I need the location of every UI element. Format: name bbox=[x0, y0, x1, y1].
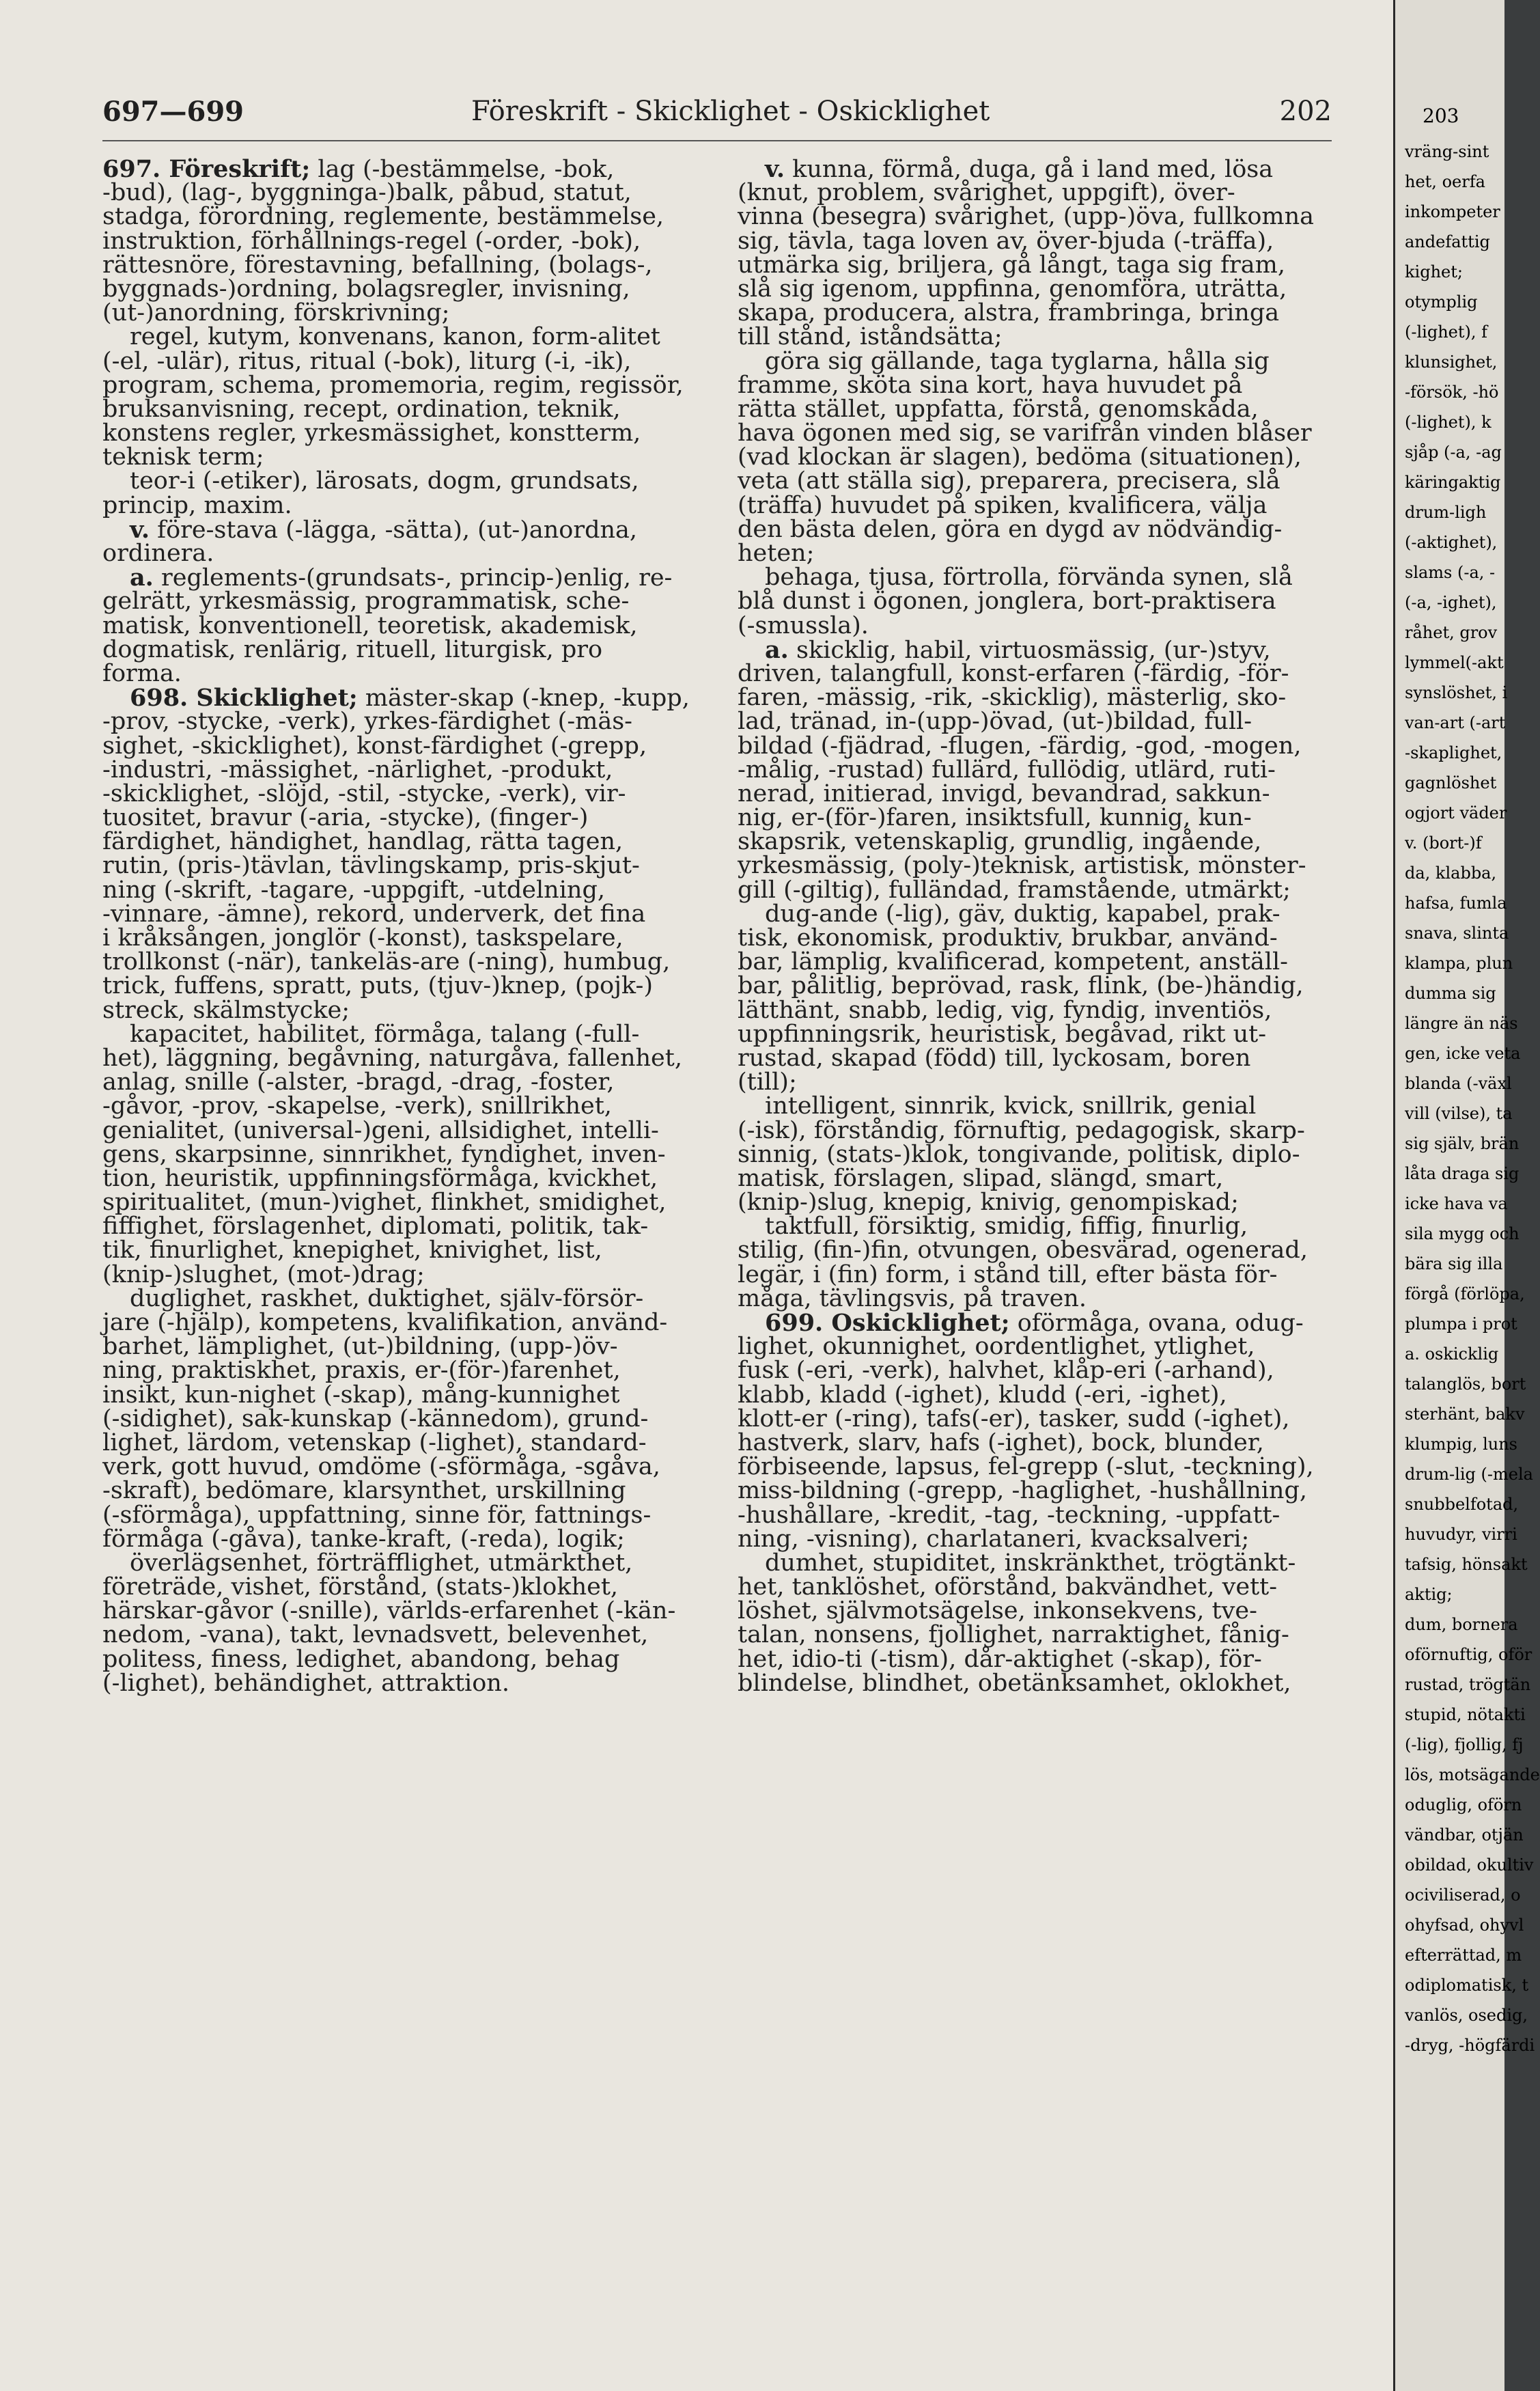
text-line: förbiseende, lapsus, fel-grepp (-slut, -teckning), bbox=[738, 1453, 1314, 1481]
text-line: spiritualitet, (mun-)vighet, flinkhet, smidighet, bbox=[102, 1189, 667, 1217]
text-line: jare (-hjälp), kompetens, kvalifikation, använd- bbox=[102, 1309, 668, 1336]
text-line: legär, i (fin) form, i stånd till, efter bästa för- bbox=[738, 1260, 1278, 1288]
text-line: trick, fuffens, spratt, puts, (tjuv-)knep, (pojk-) bbox=[102, 972, 653, 1000]
text-line: rättesnöre, förestavning, befallning, (bolags-, bbox=[102, 251, 653, 279]
text-line: talan, nonsens, fjollighet, narraktighet, fånig- bbox=[738, 1621, 1289, 1649]
headword: a. bbox=[130, 564, 154, 592]
headword: a. bbox=[765, 635, 789, 664]
text-line: -bud), (lag-, byggninga-)balk, påbud, statut, bbox=[102, 179, 632, 207]
line-text: mäster-skap (-knep, -kupp, bbox=[357, 685, 690, 713]
text-line bbox=[738, 157, 1339, 181]
next-page-fragment: -dryg, -högfärdi bbox=[1405, 2036, 1535, 2055]
text-line: driven, talangfull, konst-erfaren (-färdig, -för- bbox=[738, 659, 1289, 687]
next-page-fragment: icke hava va bbox=[1405, 1194, 1508, 1213]
next-page-fragment: -skaplighet, bbox=[1405, 743, 1502, 762]
next-page-fragment: het, oerfa bbox=[1405, 172, 1485, 191]
text-line: faren, -mässig, -rik, -skicklig), mästerlig, sko- bbox=[738, 684, 1287, 712]
text-line: rustad, skapad (född) till, lyckosam, boren bbox=[738, 1044, 1251, 1072]
text-line: sighet, -skicklighet), konst-färdighet (-grepp, bbox=[102, 732, 647, 760]
next-page-fragment: van-art (-art bbox=[1405, 713, 1506, 732]
text-line: blindelse, blindhet, obetänksamhet, oklokhet, bbox=[738, 1669, 1291, 1697]
next-page-fragment: (-lighet), k bbox=[1405, 413, 1492, 432]
text-line: slå sig igenom, uppfinna, genomföra, uträtta, bbox=[738, 275, 1287, 303]
text-line: fiffighet, förslagenhet, diplomati, politik, tak- bbox=[102, 1213, 649, 1241]
text-line: måga, tävlingsvis, på traven. bbox=[738, 1284, 1087, 1312]
text-line bbox=[102, 157, 703, 181]
text-line: (träffa) huvudet på spiken, kvalificera, välja bbox=[738, 491, 1268, 519]
text-line: utmärka sig, briljera, gå långt, taga sig fram, bbox=[738, 251, 1285, 279]
text-line: verk, gott huvud, omdöme (-sförmåga, -sgåva, bbox=[102, 1453, 660, 1481]
text-line: miss-bildning (-grepp, -haglighet, -hushållning, bbox=[738, 1477, 1308, 1505]
text-line: instruktion, förhållnings-regel (-order, -bok), bbox=[102, 227, 641, 255]
text-line: löshet, självmotsägelse, inkonsekvens, tve- bbox=[738, 1597, 1257, 1625]
text-line: -skicklighet, -slöjd, -stil, -stycke, -verk), vir- bbox=[102, 779, 626, 807]
text-line: het, tanklöshet, oförstånd, bakvändhet, vett- bbox=[738, 1573, 1278, 1601]
text-line: lad, tränad, in-(upp-)övad, (ut-)bildad, full- bbox=[738, 708, 1252, 736]
text-line: barhet, lämplighet, (ut-)bildning, (upp-)öv- bbox=[102, 1333, 618, 1361]
text-line: trollkonst (-när), tankeläs-are (-ning), humbug, bbox=[102, 948, 671, 976]
next-page-fragment: låta draga sig bbox=[1405, 1164, 1520, 1183]
text-line: stadga, förordning, reglemente, bestämmelse, bbox=[102, 203, 664, 231]
text-line: teor-i (-etiker), lärosats, dogm, grundsats, bbox=[130, 467, 639, 495]
text-line: gill (-giltig), fulländad, framstående, utmärkt; bbox=[738, 876, 1291, 904]
text-line: klott-er (-ring), tafs(-er), tasker, sudd (-ighet), bbox=[738, 1405, 1290, 1433]
line-text: skicklig, habil, virtuosmässig, (ur-)styv, bbox=[788, 636, 1271, 664]
text-line: rutin, (pris-)tävlan, tävlingskamp, pris-skjut- bbox=[102, 852, 640, 880]
text-line: ning, praktiskhet, praxis, er-(för-)farenhet, bbox=[102, 1357, 621, 1385]
text-line: lighet, okunnighet, oordentlighet, ytlighet, bbox=[738, 1333, 1255, 1361]
text-line: nerad, initierad, invigd, bevandrad, sakkun- bbox=[738, 779, 1270, 807]
text-line: (-el, -ulär), ritus, ritual (-bok), liturg (-i, -ik), bbox=[102, 347, 632, 375]
next-page-fragment: vändbar, otjän bbox=[1405, 1825, 1524, 1844]
next-page-fragment: huvudyr, virri bbox=[1405, 1525, 1517, 1544]
next-page-fragment: drum-ligh bbox=[1405, 503, 1487, 522]
next-page-fragment: synslöshet, i bbox=[1405, 683, 1508, 702]
text-line: anlag, snille (-alster, -bragd, -drag, -foster, bbox=[102, 1068, 615, 1096]
next-page-fragment: klunsighet, bbox=[1405, 353, 1498, 372]
line-text: kunna, förmå, duga, gå i land med, lösa bbox=[785, 156, 1274, 183]
text-line bbox=[102, 684, 703, 713]
text-line: klabb, kladd (-ighet), kludd (-eri, -ighet), bbox=[738, 1381, 1227, 1409]
next-page-fragment: tafsig, hönsakt bbox=[1405, 1555, 1528, 1574]
next-page-fragment: stupid, nötakti bbox=[1405, 1705, 1526, 1724]
running-head bbox=[102, 96, 1332, 137]
text-line: lätthänt, snabb, ledig, vig, fyndig, inventiös, bbox=[738, 996, 1272, 1024]
text-line: princip, maxim. bbox=[102, 491, 292, 519]
text-line: insikt, kun-nighet (-skap), mång-kunnighet bbox=[102, 1381, 620, 1409]
next-page-fragment: sterhänt, bakv bbox=[1405, 1405, 1525, 1424]
right-column bbox=[738, 157, 1339, 1696]
line-text: före-stava (-lägga, -sätta), (ut-)anordna, bbox=[150, 516, 638, 544]
headword: 697. Föreskrift; bbox=[102, 155, 311, 183]
next-page-fragment: ohyfsad, ohyvl bbox=[1405, 1916, 1524, 1935]
next-page-fragment: a. oskicklig bbox=[1405, 1344, 1499, 1364]
text-line: -skraft), bedömare, klarsynthet, urskillning bbox=[102, 1477, 626, 1505]
text-line: -industri, -mässighet, -närlighet, -produkt, bbox=[102, 756, 613, 784]
next-page-fragment: ogjort väder bbox=[1405, 803, 1507, 823]
text-line: behaga, tjusa, förtrolla, förvända synen, slå bbox=[765, 564, 1293, 592]
text-line: gelrätt, yrkesmässig, programmatisk, sche- bbox=[102, 588, 630, 616]
text-line: lighet, lärdom, vetenskap (-lighet), standard- bbox=[102, 1428, 647, 1456]
text-line: hava ögonen med sig, se varifrån vinden blåser bbox=[738, 419, 1312, 447]
text-line: het), läggning, begåvning, naturgåva, fallenhet, bbox=[102, 1044, 682, 1072]
next-page-fragment: blanda (-växl bbox=[1405, 1074, 1512, 1093]
next-page-fragment: odiplomatisk, t bbox=[1405, 1976, 1529, 1995]
next-page-fragment: dumma sig bbox=[1405, 984, 1496, 1003]
text-line: den bästa delen, göra en dygd av nödvändig- bbox=[738, 515, 1283, 543]
text-line: (ut-)anordning, förskrivning; bbox=[102, 299, 450, 327]
page-number: 202 bbox=[1279, 96, 1332, 127]
text-line bbox=[738, 1311, 1339, 1335]
text-line: (vad klockan är slagen), bedöma (situationen), bbox=[738, 443, 1302, 471]
next-page-fragment: lymmel(-akt bbox=[1405, 653, 1504, 672]
text-line bbox=[738, 635, 1339, 664]
next-page-fragment: sjåp (-a, -ag bbox=[1405, 443, 1502, 462]
next-page-fragment: sila mygg och bbox=[1405, 1224, 1520, 1243]
next-page-fragment: plumpa i prot bbox=[1405, 1314, 1517, 1333]
text-line: heten; bbox=[738, 540, 815, 567]
text-line: program, schema, promemoria, regim, regissör, bbox=[102, 371, 684, 399]
text-line: bildad (-fjädrad, -flugen, -färdig, -god, -mogen, bbox=[738, 732, 1302, 760]
text-line: het, idio-ti (-tism), dår-aktighet (-skap), för- bbox=[738, 1645, 1262, 1673]
next-page-fragments bbox=[1395, 137, 1540, 2060]
next-page-fragment: vill (vilse), ta bbox=[1405, 1104, 1513, 1123]
next-page-fragment: lös, motsägande bbox=[1405, 1765, 1540, 1784]
next-page-edge bbox=[1393, 0, 1540, 2391]
headword: v. bbox=[130, 515, 150, 544]
text-line: till stånd, iståndsätta; bbox=[738, 323, 1003, 351]
text-line: dogmatisk, renlärig, rituell, liturgisk, pro bbox=[102, 635, 603, 663]
next-page-fragment: efterrättad, m bbox=[1405, 1946, 1522, 1965]
text-line: skapsrik, vetenskaplig, grundlig, ingående, bbox=[738, 828, 1262, 856]
text-line: tik, finurlighet, knepighet, knivighet, list, bbox=[102, 1236, 602, 1264]
next-page-fragment: -försök, -hö bbox=[1405, 383, 1499, 402]
next-page-fragment: rustad, trögtän bbox=[1405, 1675, 1531, 1694]
text-line: göra sig gällande, taga tyglarna, hålla sig bbox=[765, 347, 1270, 375]
text-line: dug-ande (-lig), gäv, duktig, kapabel, prak- bbox=[765, 900, 1280, 928]
next-page-fragment: v. (bort-)f bbox=[1405, 833, 1482, 853]
text-line: (-sförmåga), uppfattning, sinne för, fattnings- bbox=[102, 1501, 652, 1529]
next-page-fragment: sig själv, brän bbox=[1405, 1134, 1520, 1153]
text-line: gens, skarpsinne, sinnrikhet, fyndighet, inven- bbox=[102, 1140, 666, 1168]
text-line: stilig, (fin-)fin, otvungen, obesvärad, ogenerad, bbox=[738, 1236, 1308, 1264]
text-line: vinna (besegra) svårighet, (upp-)öva, fullkomna bbox=[738, 203, 1314, 231]
text-line: färdighet, händighet, handlag, rätta tagen, bbox=[102, 828, 624, 856]
text-line: -gåvor, -prov, -skapelse, -verk), snillrikhet, bbox=[102, 1092, 612, 1120]
text-line bbox=[102, 566, 703, 590]
headword: 698. Skicklighet; bbox=[130, 684, 358, 713]
text-line: intelligent, sinnrik, kvick, snillrik, genial bbox=[765, 1092, 1257, 1120]
text-line: -vinnare, -ämne), rekord, underverk, det fina bbox=[102, 900, 646, 928]
text-line: teknisk term; bbox=[102, 443, 264, 471]
text-line: blå dunst i ögonen, jonglera, bort-praktisera bbox=[738, 588, 1276, 616]
next-page-fragment: ociviliserad, o bbox=[1405, 1885, 1521, 1905]
next-page-fragment: (-a, -ighet), bbox=[1405, 593, 1497, 612]
next-page-fragment: otymplig bbox=[1405, 292, 1478, 312]
text-line: duglighet, raskhet, duktighet, själv-försör- bbox=[130, 1284, 644, 1312]
text-line: regel, kutym, konvenans, kanon, form-alitet bbox=[130, 323, 660, 351]
text-line: genialitet, (universal-)geni, allsidighet, intelli- bbox=[102, 1116, 659, 1144]
next-page-fragment: vräng-sint bbox=[1405, 142, 1489, 161]
next-page-fragment: käringaktig bbox=[1405, 473, 1501, 492]
text-line: framme, sköta sina kort, hava huvudet på bbox=[738, 371, 1243, 399]
next-page-fragment: andefattig bbox=[1405, 232, 1490, 251]
next-page-fragment: längre än näs bbox=[1405, 1014, 1518, 1033]
next-page-fragment: talanglös, bort bbox=[1405, 1374, 1526, 1394]
next-page-fragment: vanlös, osedig, bbox=[1405, 2006, 1528, 2025]
text-line: kapacitet, habilitet, förmåga, talang (-full- bbox=[130, 1020, 640, 1048]
text-line: (knut, problem, svårighet, uppgift), över- bbox=[738, 179, 1235, 207]
text-line: (knip-)slughet, (mot-)drag; bbox=[102, 1260, 425, 1288]
text-line: skapa, producera, alstra, frambringa, bringa bbox=[738, 299, 1280, 327]
text-line: sinnig, (stats-)klok, tongivande, politisk, diplo- bbox=[738, 1140, 1300, 1168]
text-line: (till); bbox=[738, 1068, 797, 1096]
text-line: veta (att ställa sig), preparera, precisera, slå bbox=[738, 467, 1280, 495]
next-page-fragment: klampa, plun bbox=[1405, 954, 1513, 973]
headword: 699. Oskicklighet; bbox=[765, 1309, 1010, 1337]
text-line: (knip-)slug, knepig, knivig, genompiskad; bbox=[738, 1189, 1239, 1217]
next-page-fragment: aktig; bbox=[1405, 1585, 1453, 1604]
text-line: sig, tävla, taga loven av, över-bjuda (-träffa), bbox=[738, 227, 1274, 255]
text-line: hastverk, slarv, hafs (-ighet), bock, blunder, bbox=[738, 1428, 1264, 1456]
next-page-fragment: oduglig, oförn bbox=[1405, 1795, 1522, 1814]
text-line: (-smussla). bbox=[738, 611, 869, 639]
page-title: Föreskrift - Skicklighet - Oskicklighet bbox=[471, 96, 990, 127]
next-page-fragment: gen, icke veta bbox=[1405, 1044, 1521, 1063]
text-line: taktfull, försiktig, smidig, fiffig, finurlig, bbox=[765, 1213, 1248, 1241]
next-page-fragment: råhet, grov bbox=[1405, 623, 1498, 642]
text-line: matisk, förslagen, slipad, slängd, smart, bbox=[738, 1164, 1224, 1192]
text-line: förmåga (-gåva), tanke-kraft, (-reda), logik; bbox=[102, 1525, 625, 1553]
next-page-fragment: klumpig, luns bbox=[1405, 1435, 1517, 1454]
header-rule bbox=[102, 140, 1332, 141]
next-page-fragment: gagnlöshet bbox=[1405, 773, 1497, 792]
text-line: ning (-skrift, -tagare, -uppgift, -utdelning, bbox=[102, 876, 605, 904]
text-line: bruksanvisning, recept, ordination, teknik, bbox=[102, 395, 621, 423]
text-line: -målig, -rustad) fullärd, fullödig, utlärd, ruti- bbox=[738, 756, 1276, 784]
text-line: nedom, -vana), takt, levnadsvett, belevenhet, bbox=[102, 1621, 649, 1649]
text-line: tuositet, bravur (-aria, -stycke), (finger-) bbox=[102, 804, 589, 832]
text-line: härskar-gåvor (-snille), världs-erfarenhet (-kän- bbox=[102, 1597, 676, 1625]
text-line: (-lighet), behändighet, attraktion. bbox=[102, 1669, 509, 1697]
text-line bbox=[102, 515, 703, 544]
text-line: fusk (-eri, -verk), halvhet, klåp-eri (-arhand), bbox=[738, 1357, 1274, 1385]
next-page-fragment: obildad, okultiv bbox=[1405, 1855, 1534, 1875]
text-line: streck, skälmstycke; bbox=[102, 996, 350, 1024]
text-line: byggnads-)ordning, bolagsregler, invisning, bbox=[102, 275, 630, 303]
text-line: bar, lämplig, kvalificerad, kompetent, anställ- bbox=[738, 948, 1288, 976]
next-page-fragment: snava, slinta bbox=[1405, 924, 1509, 943]
text-line: bar, pålitlig, beprövad, rask, flink, (be-)händig, bbox=[738, 972, 1304, 1000]
next-page-fragment: förgå (förlöpa, bbox=[1405, 1284, 1525, 1303]
text-line: uppfinningsrik, heuristisk, begåvad, rikt ut- bbox=[738, 1020, 1267, 1048]
left-column bbox=[102, 157, 703, 1696]
text-line: -prov, -stycke, -verk), yrkes-färdighet (-mäs- bbox=[102, 708, 632, 736]
text-line: yrkesmässig, (poly-)teknisk, artistisk, mönster- bbox=[738, 852, 1306, 880]
headword: v. bbox=[765, 155, 785, 183]
line-text: oförmåga, ovana, odug- bbox=[1009, 1310, 1304, 1337]
line-text: reglements-(grundsats-, princip-)enlig, re- bbox=[153, 564, 673, 592]
text-line: överlägsenhet, förträfflighet, utmärkthet, bbox=[130, 1549, 633, 1577]
text-line: (-isk), förståndig, förnuftig, pedagogisk, skarp- bbox=[738, 1116, 1305, 1144]
line-text: lag (-bestämmelse, -bok, bbox=[310, 156, 615, 183]
text-line: rätta stället, uppfatta, förstå, genomskåda, bbox=[738, 395, 1259, 423]
text-line: konstens regler, yrkesmässighet, konstterm, bbox=[102, 419, 641, 447]
next-page-fragment: drum-lig (-mela bbox=[1405, 1465, 1533, 1484]
next-page-fragment: snubbelfotad, bbox=[1405, 1495, 1519, 1514]
text-line: nig, er-(för-)faren, insiktsfull, kunnig, kun- bbox=[738, 804, 1252, 832]
next-page-fragment: da, klabba, bbox=[1405, 863, 1497, 883]
next-page-number: 203 bbox=[1423, 105, 1459, 127]
text-line: ordinera. bbox=[102, 540, 214, 567]
next-page-fragment: kighet; bbox=[1405, 262, 1463, 281]
text-line: politess, finess, ledighet, abandong, behag bbox=[102, 1645, 620, 1673]
text-line: forma. bbox=[102, 659, 182, 687]
next-page-fragment: dum, bornera bbox=[1405, 1615, 1518, 1634]
text-line: i kråksången, jonglör (-konst), taskspelare, bbox=[102, 924, 624, 952]
next-page-fragment: oförnuftig, oför bbox=[1405, 1645, 1532, 1664]
text-line: dumhet, stupiditet, inskränkthet, trögtänkt- bbox=[765, 1549, 1296, 1577]
next-page-fragment: inkompeter bbox=[1405, 202, 1500, 221]
page-entry-range: 697—699 bbox=[102, 96, 244, 128]
next-page-fragment: bära sig illa bbox=[1405, 1254, 1503, 1273]
text-line: tisk, ekonomisk, produktiv, brukbar, använd- bbox=[738, 924, 1278, 952]
text-line: matisk, konventionell, teoretisk, akademisk, bbox=[102, 611, 638, 639]
text-line: -hushållare, -kredit, -tag, -teckning, -uppfatt- bbox=[738, 1501, 1280, 1529]
text-line: (-sidighet), sak-kunskap (-kännedom), grund- bbox=[102, 1405, 649, 1433]
next-page-fragment: slams (-a, - bbox=[1405, 563, 1496, 582]
text-line: tion, heuristik, uppfinningsförmåga, kvickhet, bbox=[102, 1164, 658, 1192]
next-page-fragment: hafsa, fumla bbox=[1405, 894, 1507, 913]
next-page-fragment: (-lig), fjollig, fj bbox=[1405, 1735, 1524, 1754]
next-page-fragment: (-aktighet), bbox=[1405, 533, 1498, 552]
text-line: ning, -visning), charlataneri, kvacksalveri; bbox=[738, 1525, 1250, 1553]
next-page-fragment: (-lighet), f bbox=[1405, 322, 1487, 342]
text-line: företräde, vishet, förstånd, (stats-)klokhet, bbox=[102, 1573, 619, 1601]
